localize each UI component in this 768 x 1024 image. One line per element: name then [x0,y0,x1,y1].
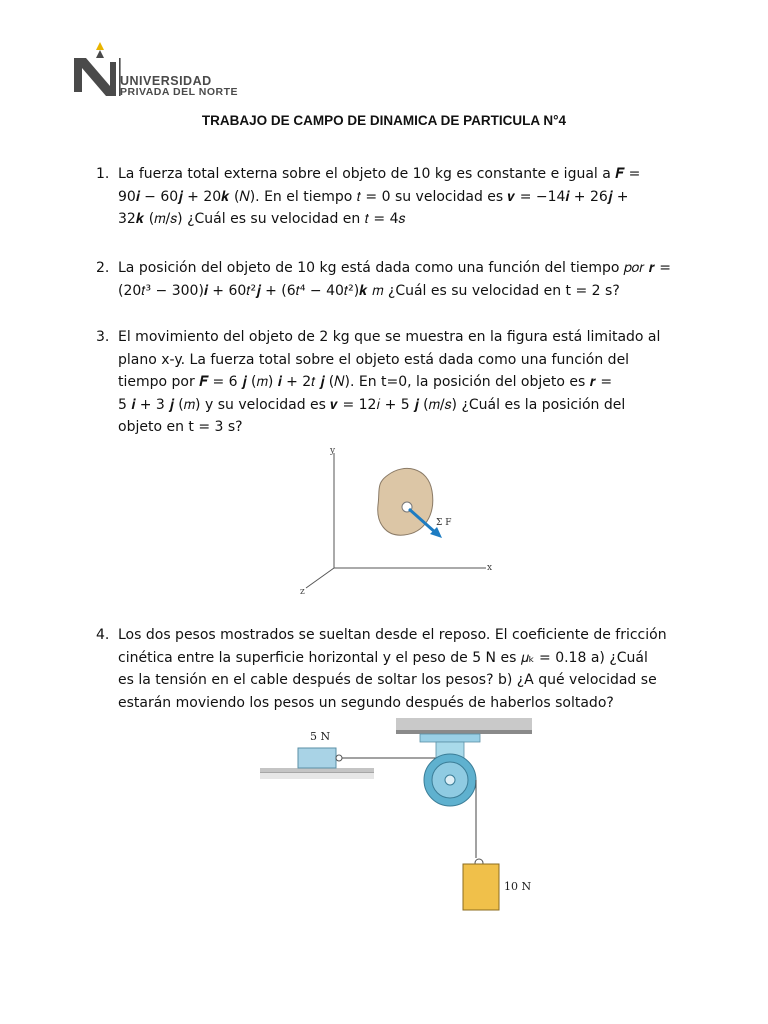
problem-text: Los dos pesos mostrados se sueltan desde el reposo. El coeficiente de fricción cinética entre la superficie horizontal y el peso de 5 N es 𝜇ₖ = 0.18 a) ¿Cuál es la tensión en el cable después de soltar los pesos? b) ¿A qué velocidad se estarán moviendo los pesos un segundo después de haberlos soltado? [118,627,667,711]
force-label: Σ F [436,518,452,528]
right-weight-label: 10 N [504,880,532,893]
university-name-line2: PRIVADA DEL NORTE [120,86,238,98]
university-name-line1: UNIVERSIDAD [120,74,212,88]
y-axis-label: y [330,446,336,456]
problem-1 [96,163,680,231]
problem-number: 2. [96,260,110,276]
problem-number: 3. [96,329,110,345]
object-xy-plane-figure [296,443,506,598]
x-axis-label: x [487,563,493,573]
university-name [120,76,238,98]
z-axis-label: z [300,587,305,597]
problem-text: El movimiento del objeto de 2 kg que se muestra en la figura está limitado al plano x-y. La fuerza total sobre el objeto está dada como una función del tiempo por 𝑭 = 6 𝒋 (𝑚) 𝒊 + 2𝑡 𝒋 (𝑁). En t=0, la posición del objeto es 𝒓 = 5 𝒊 + 3 𝒋 (𝑚) y su velocidad es 𝒗 = 12𝑖 + 5 𝒋 (𝑚/𝑠) ¿Cuál es la posición del objeto en t = 3 s? [118,329,661,435]
problem-text: La fuerza total externa sobre el objeto de 10 kg es constante e igual a 𝑭 = 90𝒊 − 60𝒋 + 20𝒌 (𝑁). En el tiempo 𝑡 = 0 su velocidad es 𝒗 = −14𝒊 + 26𝒋 + 32𝒌 (𝑚/𝑠) ¿Cuál es su velocidad en 𝑡 = 4𝑠 [118,166,641,227]
pulley-system-figure [258,718,533,918]
problem-number: 4. [96,627,110,643]
problem-text: La posición del objeto de 10 kg está dada como una función del tiempo 𝑝𝑜𝑟 𝒓 = (20𝑡³ − 300)𝒊 + 60𝑡²𝒋 + (6𝑡⁴ − 40𝑡²)𝒌 𝑚 ¿Cuál es su velocidad en t = 2 s? [118,260,672,299]
left-weight-label: 5 N [310,730,331,743]
document-title: TRABAJO DE CAMPO DE DINAMICA DE PARTICULA N°4 [201,113,567,128]
problem-4 [96,624,680,714]
problem-3 [96,326,680,439]
problem-number: 1. [96,166,110,182]
problem-2 [96,257,680,302]
